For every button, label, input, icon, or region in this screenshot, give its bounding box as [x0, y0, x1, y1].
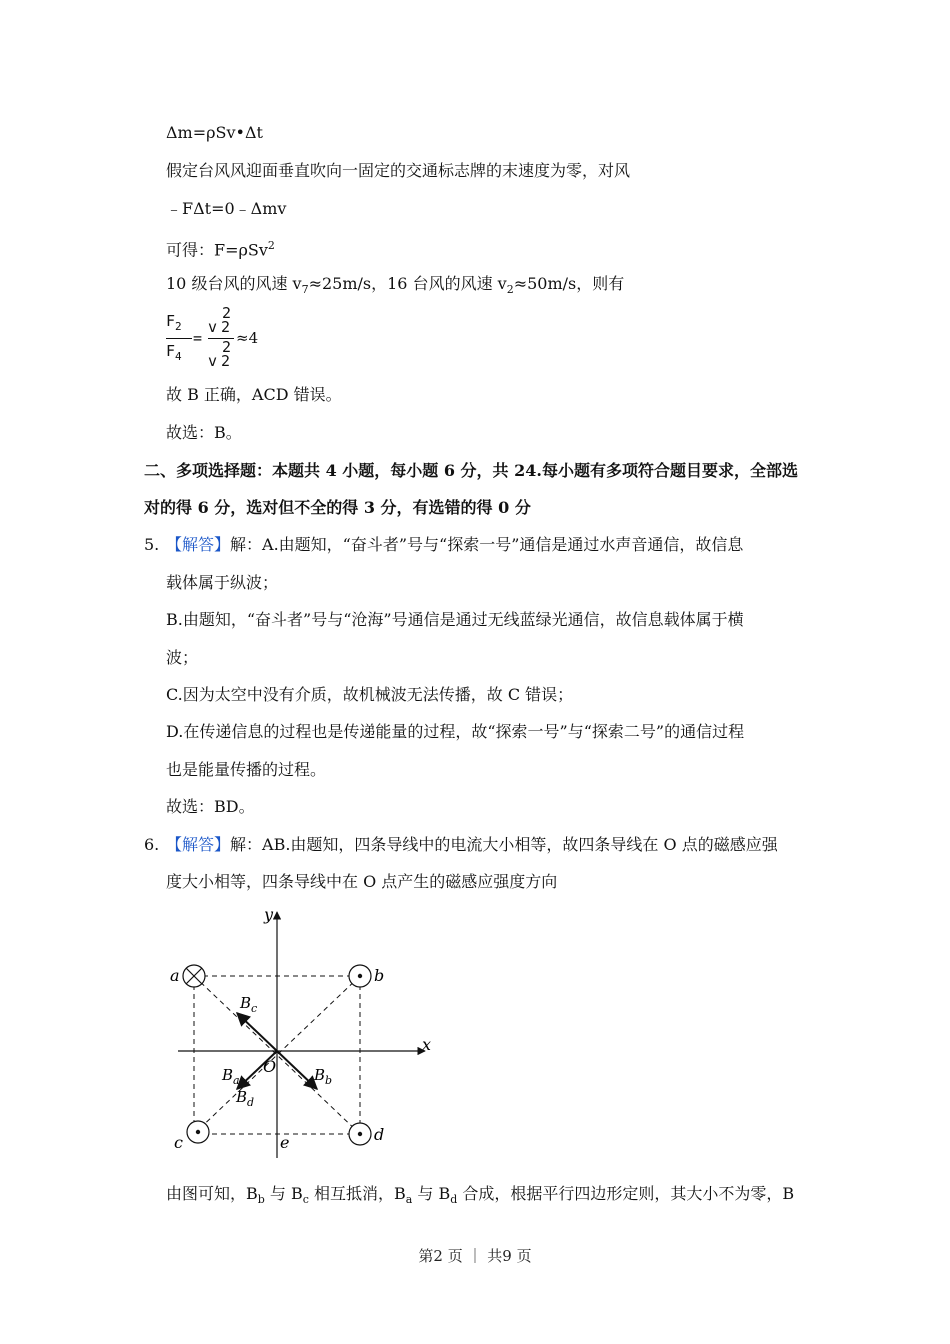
label-Bd — [235, 1088, 254, 1109]
equation-mass: Δm=ρSv•Δt — [166, 123, 263, 142]
vector-Bc — [237, 1013, 277, 1051]
q5-d1: D.在传递信息的过程也是传递能量的过程，故“探索一号”与“探索二号”的通信过程 — [166, 722, 745, 741]
label-Bb-B: B — [314, 1066, 326, 1084]
wind-text-b: ≈25m/s，16 台风的风速 v — [308, 274, 507, 293]
q6-after-figure — [166, 1184, 794, 1210]
conductor-b-dot-icon — [349, 965, 371, 987]
label-a: a — [170, 966, 180, 985]
frac-result: ≈4 — [236, 329, 259, 347]
magnetic-field-figure — [160, 900, 450, 1170]
frac-rn-v: v — [208, 318, 218, 336]
section2-heading-1: 二、多项选择题：本题共 4 小题，每小题 6 分，共 24.每小题有多项符合题目要求，全部选 — [144, 461, 798, 480]
force-text: 可得：F=ρSv — [166, 240, 268, 260]
conductor-a-cross-icon — [183, 965, 205, 987]
label-Bc-sub: c — [251, 1002, 258, 1015]
label-Bb — [313, 1066, 332, 1087]
frac-left-den — [166, 342, 192, 363]
after-e: 合成，根据平行四边形定则，其大小不为零，B — [457, 1184, 795, 1203]
frac-ln-sub: 2 — [175, 320, 182, 333]
text-assumption: 假定台风风迎面垂直吹向一固定的交通标志牌的末速度为零，对风 — [166, 161, 631, 180]
label-Ba-sub: a — [233, 1074, 240, 1087]
force-sup: 2 — [267, 239, 275, 252]
label-Bd-B: B — [236, 1088, 248, 1106]
after-s2: c — [302, 1193, 309, 1207]
frac-rd-sub: 2 — [221, 352, 231, 370]
frac-right-num — [208, 306, 234, 334]
wind-text-a: 10 级台风的风速 v — [166, 274, 302, 293]
after-s3: a — [405, 1193, 413, 1207]
frac-eq: = — [193, 329, 203, 347]
text-wind-speed — [166, 274, 624, 300]
q5-d2: 也是能量传播的过程。 — [166, 760, 327, 779]
q6-l1: 解：AB.由题知，四条导线中的电流大小相等，故四条导线在 O 点的磁感应强 — [230, 835, 778, 854]
wind-sub-1: 7 — [301, 283, 309, 297]
equation-force — [166, 236, 275, 260]
q5-a2: 载体属于纵波； — [166, 573, 279, 592]
after-s4: d — [450, 1193, 458, 1207]
vector-Bb — [277, 1051, 317, 1089]
label-b: b — [374, 966, 385, 985]
frac-right-den — [208, 340, 234, 368]
q5-number: 5. — [144, 535, 160, 554]
label-Bc-B: B — [240, 994, 252, 1012]
q5-a1: 解：A.由题知，“奋斗者”号与“探索一号”通信是通过水声音通信，故信息 — [230, 535, 744, 554]
frac-rd-sup: 2 — [222, 338, 232, 356]
label-x: x — [422, 1035, 432, 1054]
label-Bd-sub: d — [247, 1096, 255, 1109]
q6-tag: 【解答】 — [166, 835, 231, 854]
q5-line1 — [166, 535, 743, 555]
label-O: O — [263, 1057, 277, 1076]
frac-left-num — [166, 312, 192, 333]
q5-b1: B.由题知，“奋斗者”号与“沧海”号通信是通过无线蓝绿光通信，故信息载体属于横 — [166, 610, 744, 629]
label-d: d — [374, 1125, 385, 1144]
q6-line1 — [166, 835, 778, 855]
after-c: 相互抵消，B — [308, 1184, 406, 1203]
q5-b2: 波； — [166, 648, 199, 667]
frac-rd-v: v — [208, 352, 218, 370]
frac-ld-F: F — [166, 342, 176, 360]
text-conclusion: 故 B 正确，ACD 错误。 — [166, 385, 342, 404]
frac-rn-sup: 2 — [222, 304, 232, 322]
label-Bc — [239, 994, 257, 1015]
q6-line2: 度大小相等，四条导线中在 O 点产生的磁感应强度方向 — [166, 872, 558, 891]
label-Ba — [221, 1066, 240, 1087]
wind-text-c: ≈50m/s，则有 — [513, 274, 625, 293]
label-Bb-sub: b — [325, 1074, 333, 1087]
q6-number: 6. — [144, 835, 160, 854]
wind-sub-2: 2 — [506, 283, 514, 297]
conductor-d-dot-icon — [349, 1123, 371, 1145]
frac-ln-F: F — [166, 312, 176, 330]
frac-ld-sub: 4 — [175, 350, 182, 363]
q5-c: C.因为太空中没有介质，故机械波无法传播，故 C 错误； — [166, 685, 574, 704]
frac-rn-sub: 2 — [221, 318, 231, 336]
page-footer: 第2 页 ｜ 共9 页 — [418, 1247, 532, 1265]
label-c: c — [174, 1133, 183, 1152]
conductor-c-dot-icon — [187, 1121, 209, 1143]
section2-heading-2: 对的得 6 分，选对但不全的得 3 分，有选错的得 0 分 — [144, 498, 531, 517]
after-s1: b — [257, 1193, 265, 1207]
equation-impulse: ﹣FΔt=0﹣Δmv — [166, 199, 287, 218]
q5-answer: 故选：BD。 — [166, 797, 255, 816]
after-a: 由图可知，B — [166, 1184, 258, 1203]
label-y: y — [264, 905, 274, 924]
text-answer-b: 故选：B。 — [166, 423, 242, 442]
after-d: 与 B — [412, 1184, 451, 1203]
label-e: e — [280, 1133, 290, 1152]
frac-left-bar — [166, 338, 192, 339]
after-b: 与 B — [264, 1184, 303, 1203]
q5-tag: 【解答】 — [166, 535, 231, 554]
label-Ba-B: B — [222, 1066, 234, 1084]
